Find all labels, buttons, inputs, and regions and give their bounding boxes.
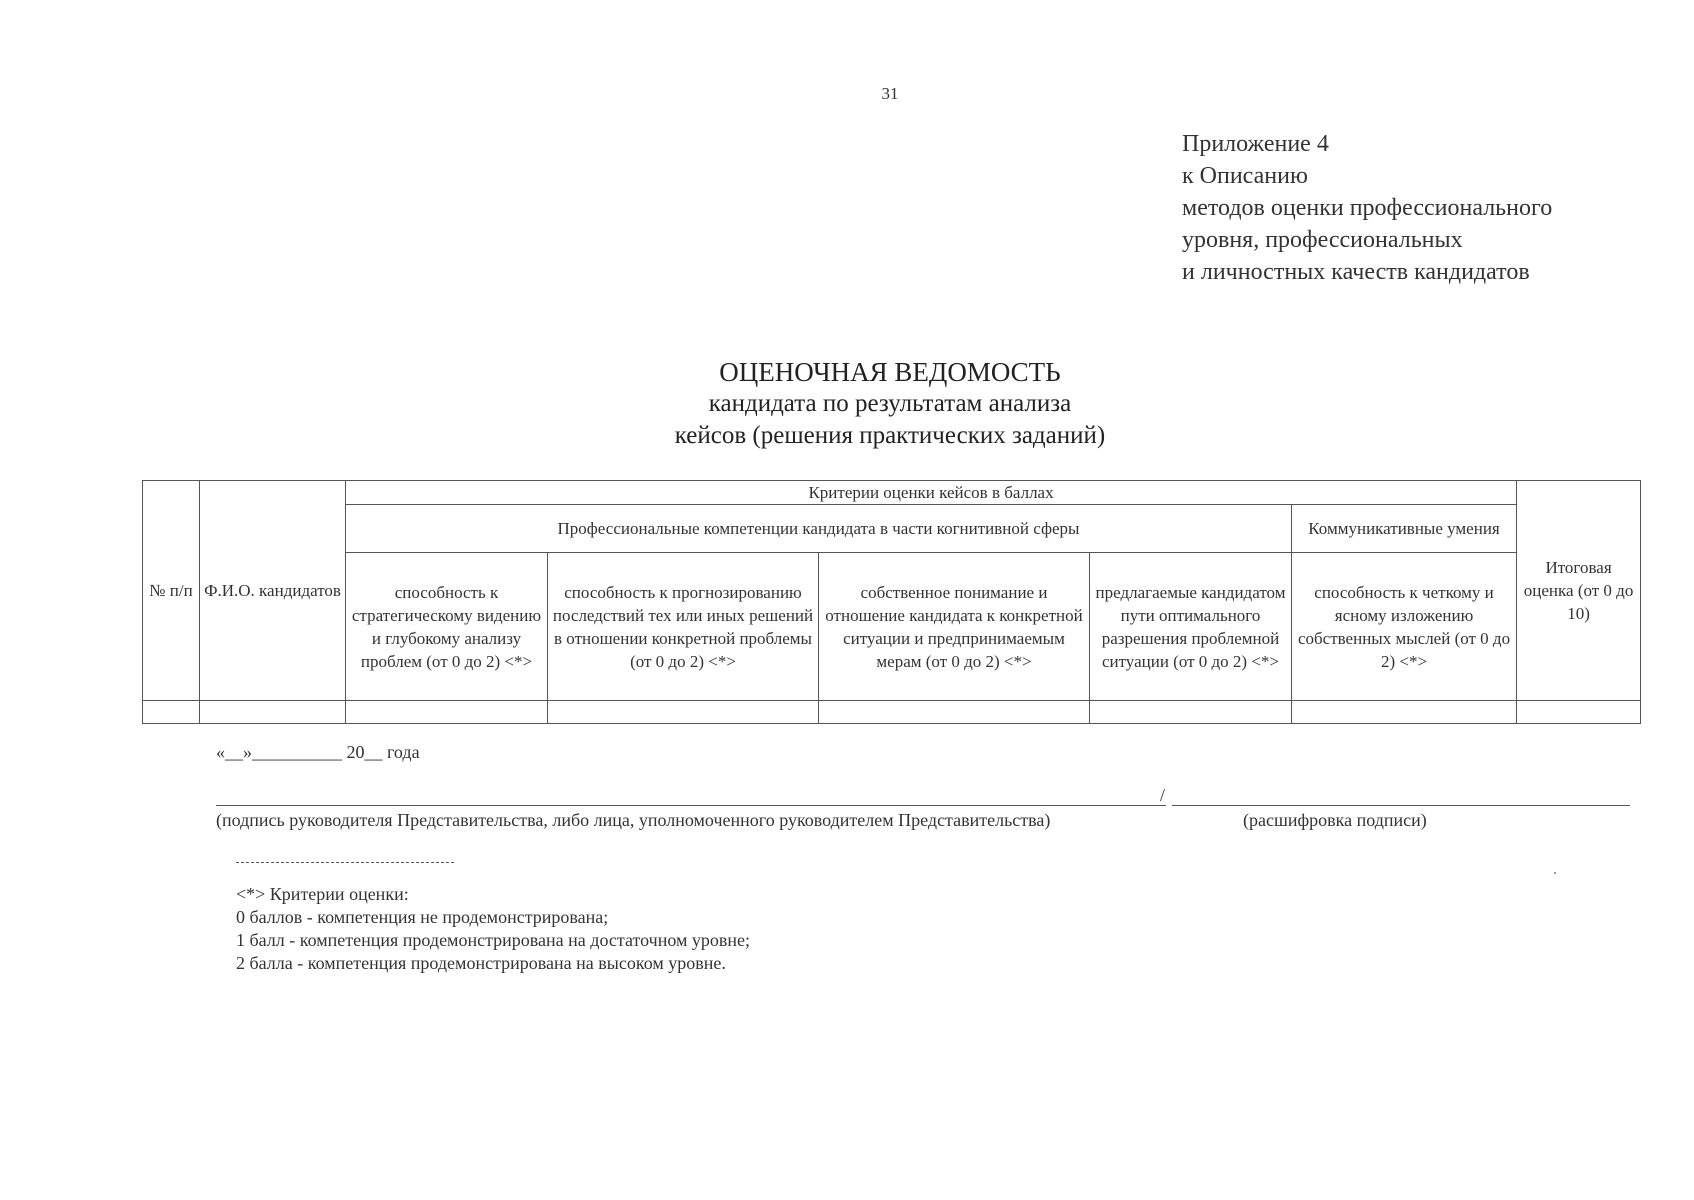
date-line: «__»__________ 20__ года (216, 742, 420, 762)
empty-cell[interactable] (200, 701, 346, 724)
empty-cell[interactable] (1090, 701, 1292, 724)
empty-cell[interactable] (346, 701, 548, 724)
empty-cell[interactable] (143, 701, 200, 724)
footnote-item: 2 балла - компетенция продемонстрирована на высоком уровне. (236, 953, 726, 973)
document-subtitle: кандидата по результатам анализа (708, 390, 1072, 417)
appendix-line: Приложение 4 (1182, 131, 1329, 157)
header-professional-competences: Профессиональные компетенции кандидата в части когнитивной сферы (346, 505, 1292, 553)
signature-decode-line (1172, 805, 1630, 806)
footnotes (236, 883, 750, 975)
document-subtitle: кейсов (решения практических заданий) (674, 422, 1106, 449)
signature-slash: / (1160, 785, 1166, 805)
scan-speck (1554, 872, 1556, 874)
header-total-score: Итоговая оценка (от 0 до 10) (1517, 481, 1641, 701)
criterion-own-understanding: собственное понимание и отношение кандидата к конкретной ситуации и предпринимаемым мерам (от 0 до 2) <*> (819, 553, 1090, 701)
empty-cell[interactable] (819, 701, 1090, 724)
title-block (0, 356, 1694, 452)
appendix-line: методов оценки профессионального (1182, 195, 1553, 221)
appendix-heading (1182, 128, 1552, 288)
appendix-line: уровня, профессиональных (1182, 227, 1463, 253)
header-full-name: Ф.И.О. кандидатов (200, 481, 346, 701)
empty-cell[interactable] (1292, 701, 1517, 724)
footnote-item: 0 баллов - компетенция не продемонстрирована; (236, 907, 609, 927)
signature-decode-caption: (расшифровка подписи) (1243, 810, 1427, 830)
header-number: № п/п (143, 481, 200, 701)
criterion-clear-expression: способность к четкому и ясному изложению собственных мыслей (от 0 до 2) <*> (1292, 553, 1517, 701)
signature-caption: (подпись руководителя Представительства, либо лица, уполномоченного руководителем Представительства) (216, 810, 1051, 830)
table-row (143, 701, 1641, 724)
header-communication-skills: Коммуникативные умения (1292, 505, 1517, 553)
footnote-title: <*> Критерии оценки: (236, 884, 409, 904)
footnote-separator (236, 862, 454, 863)
empty-cell[interactable] (548, 701, 819, 724)
criterion-forecasting: способность к прогнозированию последствий тех или иных решений в отношении конкретной проблемы (от 0 до 2) <*> (548, 553, 819, 701)
criterion-strategic-vision: способность к стратегическому видению и глубокому анализу проблем (от 0 до 2) <*> (346, 553, 548, 701)
criterion-resolution-ways: предлагаемые кандидатом пути оптимального разрешения проблемной ситуации (от 0 до 2) <*> (1090, 553, 1292, 701)
evaluation-table (142, 480, 1641, 724)
document-title: ОЦЕНОЧНАЯ ВЕДОМОСТЬ (719, 357, 1061, 387)
page-number: 31 (881, 84, 899, 103)
signature-line (216, 805, 1166, 806)
footnote-item: 1 балл - компетенция продемонстрирована на достаточном уровне; (236, 930, 751, 950)
header-criteria-group: Критерии оценки кейсов в баллах (346, 481, 1517, 505)
empty-cell[interactable] (1517, 701, 1641, 724)
appendix-line: к Описанию (1182, 163, 1308, 189)
appendix-line: и личностных качеств кандидатов (1182, 259, 1530, 285)
